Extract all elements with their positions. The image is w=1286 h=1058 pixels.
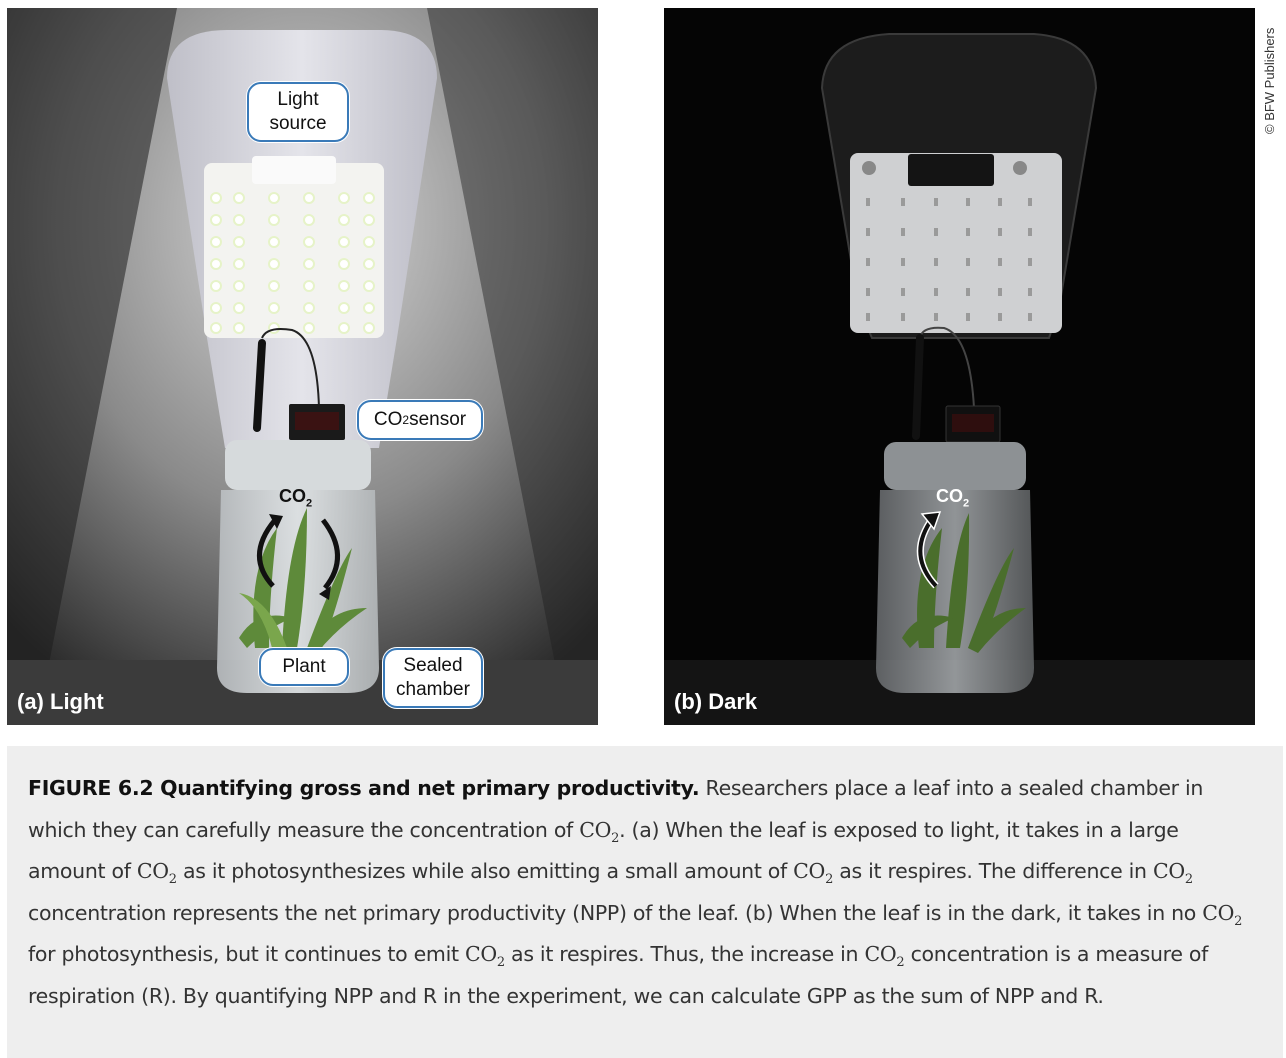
co2-math-base: CO [1202,900,1235,925]
caption-title: FIGURE 6.2 Quantifying gross and net primary productivity. [28,776,700,800]
co2-math-base: CO [579,817,612,842]
co2-math-sub: 2 [611,830,620,846]
co2-math-sub: 2 [1184,872,1193,888]
copyright-credit: © BFW Publishers [1262,27,1277,134]
co2-math [579,817,620,846]
dark-illustration [664,8,1255,725]
figure-caption [7,746,1283,1058]
co2-math-sub: 2 [496,955,505,971]
co2-label-light [279,486,312,510]
co2-math-base: CO [793,859,826,883]
co2-math [864,942,905,971]
caption-text-2: . (a) When the leaf is exposed to light, it takes in a large amount of [28,817,1179,883]
co2-sensor-callout [357,400,483,440]
light-source-callout: Light source [247,82,349,142]
caption-text-8: concentration is a measure of respiration (R). By quantifying NPP and R in the experiment, we can calculate GPP as the sum of NPP and R. [28,942,1209,1008]
co2-math [136,859,177,888]
co2-math-sub: 2 [896,955,905,971]
co2-sensor-rest: sensor [409,409,467,430]
caption-text-3: as it photosynthesizes while also emitting a small amount of [176,859,794,883]
plant-callout: Plant [259,648,349,686]
co2-math-sub: 2 [1234,913,1243,929]
co2-math [1202,900,1243,929]
panel-light [7,8,598,725]
co2-sensor-sub: 2 [402,413,410,427]
caption-text-6: for photosynthesis, but it continues to emit [28,942,465,966]
panel-label-light: (a) Light [17,689,104,714]
co2-math [464,942,505,971]
co2-label-light-text: CO [279,486,306,506]
co2-label-dark [936,486,969,510]
co2-math-base: CO [464,942,497,966]
co2-sensor-text: CO [373,409,403,430]
panel-label-dark: (b) Dark [674,689,758,714]
sealed-chamber-callout: Sealed chamber [383,648,483,708]
caption-text-7: as it respires. Thus, the increase in [504,942,865,966]
caption-text-1: Researchers place a leaf into a sealed chamber in which they can carefully measure the concentration of [28,776,1204,842]
co2-math-base: CO [136,859,169,883]
co2-math-base: CO [864,942,897,966]
co2-label-dark-text: CO [936,486,963,506]
caption-text-4: as it respires. The difference in [833,859,1153,883]
panel-dark [664,8,1255,725]
co2-label-dark-sub: 2 [963,497,970,510]
co2-math [1152,859,1193,888]
co2-math [793,859,834,888]
co2-label-light-sub: 2 [306,497,313,510]
co2-math-sub: 2 [825,872,834,888]
co2-math-base: CO [1152,859,1185,883]
co2-math-sub: 2 [168,872,177,888]
caption-text-5: concentration represents the net primary productivity (NPP) of the leaf. (b) When the leaf is in the dark, it takes in no [28,900,1203,925]
